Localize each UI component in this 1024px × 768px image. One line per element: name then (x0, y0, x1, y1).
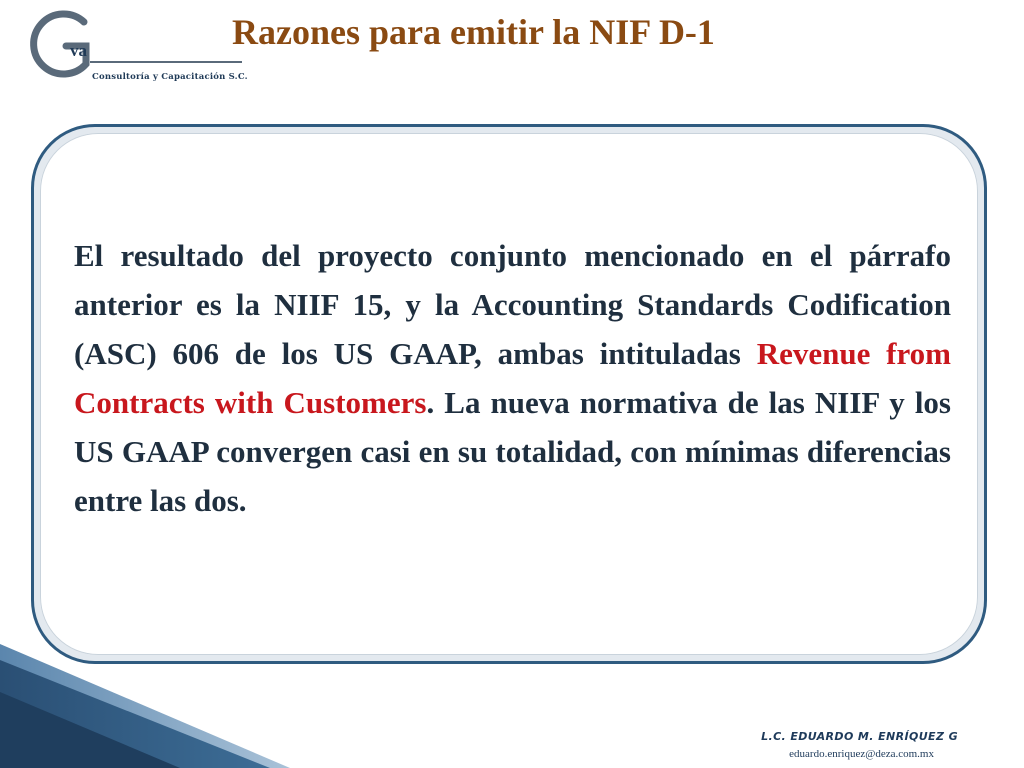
slide-title: Razones para emitir la NIF D-1 (232, 12, 715, 52)
footer-author-name: L.C. EDUARDO M. ENRÍQUEZ G (761, 730, 958, 743)
company-logo (20, 6, 260, 96)
logo-letters: va (70, 41, 87, 60)
body-highlight-title: Revenue from Contracts with Customers (74, 336, 952, 420)
body-text-part2: . La nueva normativa de las NIIF y los US GAAP convergen casi en su totalidad, con mínimas diferencias entre las dos. (74, 385, 951, 518)
body-text-part1: El resultado del proyecto conjunto mencionado en el párrafo anterior es la NIIF 15, y la Accounting Standards Codification (ASC) 606 de los US GAAP, ambas intituladas (74, 238, 951, 371)
logo-caption: Consultoría y Capacitación S.C. (92, 72, 248, 82)
body-paragraph (74, 231, 951, 525)
footer-email: eduardo.enriquez@deza.com.mx (789, 748, 934, 760)
